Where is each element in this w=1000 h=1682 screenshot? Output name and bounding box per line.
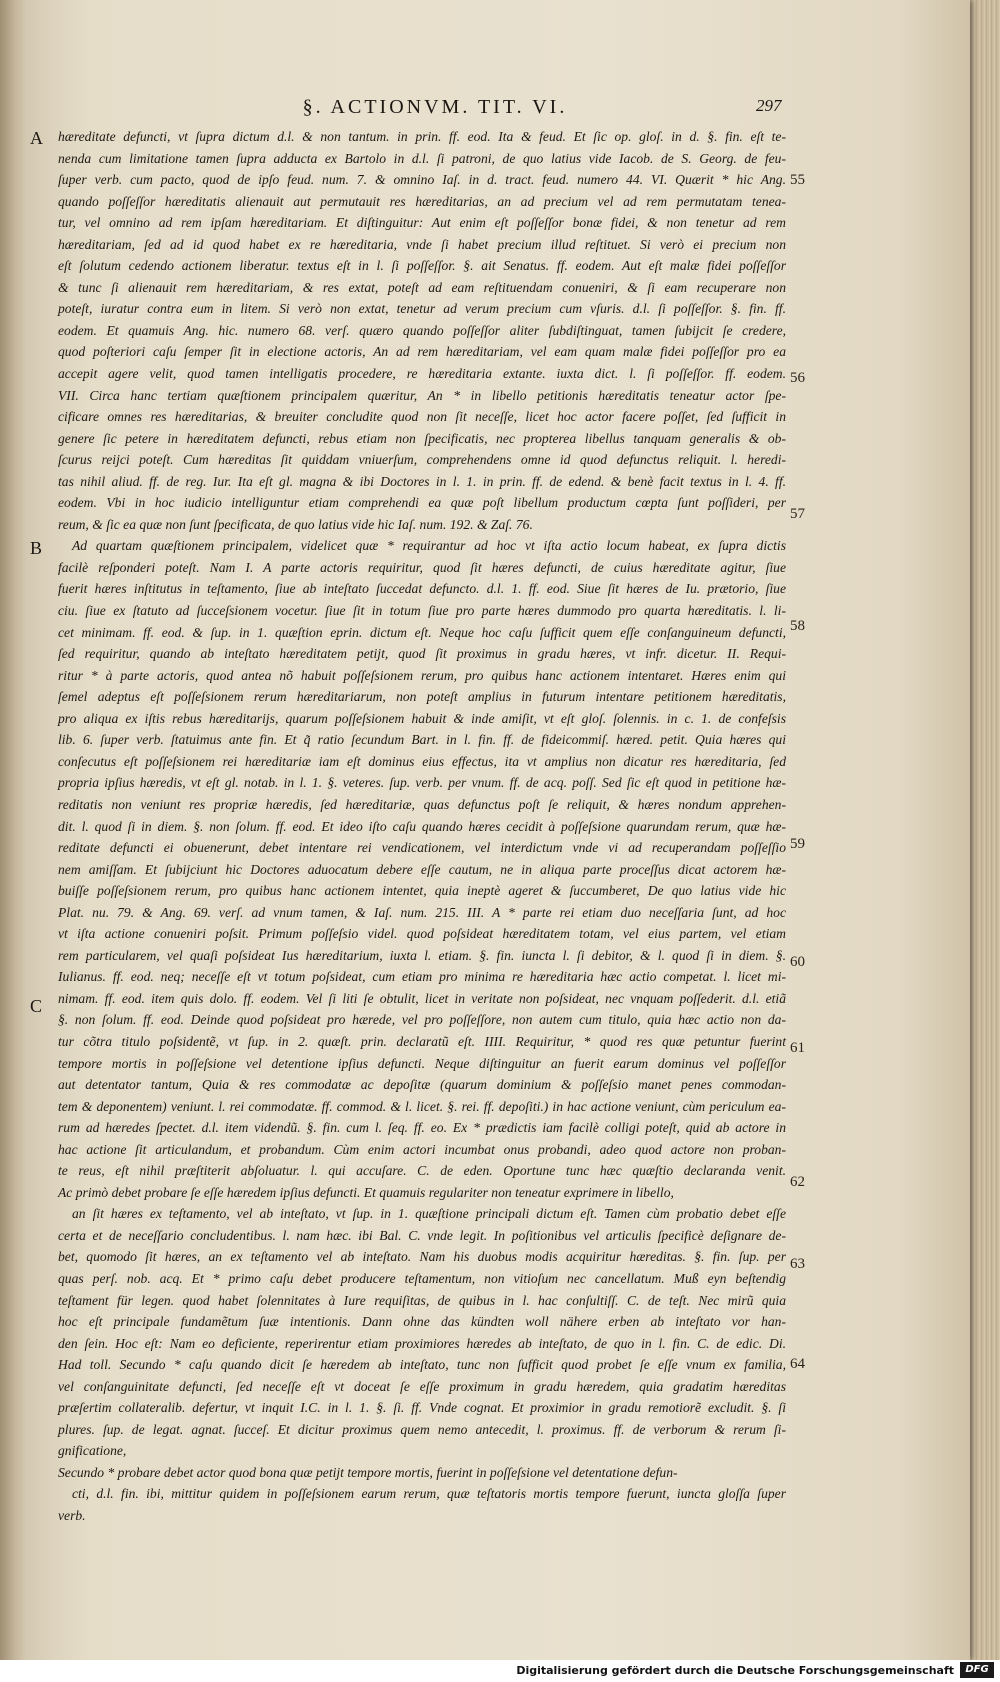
text-line: hoc eſt principale fundamẽtum ſuæ intentionis. Dann ohne das kündten woll nähere erben ab inteſtato vor han- [58,1314,786,1330]
page-number: 297 [756,96,782,115]
text-line: quas perſ. nob. acq. Et * primo caſu debet producere teſtamentum, non vitioſum nec cancellatum. Muß eyn beſtendig [58,1270,786,1286]
text-line: Ad quartam quæſtionem principalem, videlicet quæ * requirantur ad hoc vt iſta actio locum habeat, ex ſupra dictis [72,538,786,554]
text-line: reum, & ſic ea quæ non ſunt ſpecificata, de quo latius vide hic Iaſ. num. 192. & Zaſ. 76. [58,516,533,532]
section-letter-c: C [30,996,43,1016]
text-line: tempore mortis in poſſeſsione vel detentione ipſius defuncti. Neque diſtinguitur an fuerit earum dominus vel poſſeſſor [58,1055,786,1071]
margin-number-58: 58 [790,618,805,634]
text-line: an ſit hæres ex teſtamento, vel ab inteſtato, vt ſup. in 1. quæſtione principali dictum eſt. Tamen cùm probatio debet eſſe [72,1206,786,1222]
dfg-logo: DFG [960,1662,994,1678]
text-line: nem amiſſam. Et ſubijciunt hic Doctores aduocatum debere eſſe cautum, ne in aliqua parte proceſſus dicat actorem hæ- [58,861,786,877]
text-line: nimam. ff. eod. item quis dolo. ff. eodem. Vel ſi liti ſe obtulit, licet in veritate non poſsideat, nec vnquam poſſederit. d.l. etiã [58,990,786,1006]
text-line: ſuper verb. cum pacto, quod de ipſo feud. num. 7. & omnino Iaſ. in d. tract. feud. numero 44. VI. Quærit * hic Ang. [58,172,786,188]
text-line: facilè reſponderi poteſt. Nam I. A parte actoris requiritur, quod ſit hæres defuncti, de cuius hæreditate agitur, ſiue [58,559,786,575]
text-line: nenda cum limitatione tamen ſupra adducta ex Bartolo in d.l. ſi patroni, de quo latius vide Iacob. de S. Georg. de feu- [58,150,786,166]
text-line: Had toll. Secundo * caſu quando dicit ſe hæredem ab inteſtato, tunc non ſufficit quod probet ſe eſſe vnum ex familia, [58,1357,786,1373]
section-letter-a: A [30,128,43,148]
text-line: lib. 6. ſuper verb. ſtatuimus ante fin. Et q̃ ratio ſecundum Bart. in l. fin. ff. de fideicommiſ. hæred. petit. Quia hæres qui [58,732,786,748]
text-line: den ſein. Hoc eſt: Nam eo deficiente, reperirentur etiam proximiores hæredes ab inteſtato, de quo in l. fin. C. de edic. Di. [58,1335,786,1351]
margin-number-62: 62 [790,1174,805,1190]
text-line: te reus, eſt nihil præſtiterit abſoluatur. l. qui accuſare. C. de eden. Oportune tunc hæc quæſtio declaranda venit. [58,1163,786,1179]
text-line: hæreditate defuncti, vt ſupra dictum d.l. & non tantum. in prin. ff. eod. Ita & feud. Et ſic op. gloſ. in d. §. fin. eſt te- [58,129,786,144]
text-line: pro aliqua ex iſtis rebus hæreditarijs, quarum poſſeſsionem habuit & inde amiſit, vt eſt gloſ. ſolennis. in c. 1. de confeſsis [58,710,786,726]
digitization-credit: Digitalisierung gefördert durch die Deutsche Forschungsgemeinschaft [516,1664,954,1677]
body-text [58,126,786,1527]
text-line: Secundo * probare debet actor quod bona quæ petijt tempore mortis, fuerint in poſſeſsione vel detentatione defun- [58,1464,678,1480]
text-line: bet, quomodo ſit hæres, an ex teſtamento vel ab inteſtato. Nam his duobus modis acquiritur hæreditas. §. fin. ſup. per [58,1249,786,1265]
text-line: dit. l. quod ſi in diem. §. non ſolum. ff. eod. Et ideo iſto caſu quando hæres cecidit à poſſeſsione quarundam rerum, quæ hæ- [58,818,786,834]
text-line: tur, vel omnino ad rem ipſam hæreditariam. Et diſtinguitur: Aut enim eſt poſſeſſor bonæ fidei, & non tenetur ad rem [58,215,786,231]
text-line: eodem. Et quamuis Ang. hic. numero 68. verſ. quæro quando poſſeſſor aliter ſubdiſtinguat, tamen ſubijcit ſe credere, [58,322,786,338]
text-line: ſcurus reijci poteſt. Cum hæreditas ſit quiddam vniuerſum, comprehendens omne id quod defunctus reliquit. l. heredi- [58,452,786,468]
text-line: rem particularem, vel quaſi poſsideat Ius hæreditarium, iuxta l. etiam. §. fin. iuncta l. ſi debitor, & l. quod ſi in diem. §. [58,947,786,963]
text-line: §. non ſolum. ff. eod. Deinde quod poſsideat pro hærede, vel pro poſſeſſore, non autem cum titulo, quia hæc actio non da- [58,1012,786,1028]
text-line: reditate defuncti ei obuenerunt, debet intentare rei vendicationem, vel interdictum vnde vi ad recuperandam poſſeſſio [58,840,786,856]
text-line: Iulianus. ff. eod. neq; neceſſe eſt vt totum poſsideat, cum etiam pro minima re hæreditaria hæc actio competat. l. licet mi- [58,969,786,985]
text-line: Ac primò debet probare ſe eſſe hæredem ipſius defuncti. Et quamuis regulariter non teneatur exprimere in libello, [58,1184,674,1200]
margin-number-57: 57 [790,506,805,522]
text-line: præſertim collateralib. defertur, vt inquit I.C. in l. 1. §. ſi. ff. Vnde cognat. Et proximior in gradu remotiorẽ excludit. §. ſi [58,1400,786,1416]
margin-number-55: 55 [790,172,805,188]
text-line: ſemel adeptus eſt poſſeſsionem rerum hæreditariarum, non poteſt amplius in futurum intentare petitionem hæreditatis, [58,689,786,705]
text-line: tur cõtra titulo poſsidentẽ, vt ſup. in 2. quæſt. prin. declaratũ eſt. IIII. Requiritur, * quod res quæ petuntur fuerint [58,1033,786,1049]
text-line: VII. Circa hanc tertiam quæſtionem principalem quæritur, An * in libello petitionis hæreditatis teneatur actor ſpe- [58,387,786,403]
text-line: tem & deponentem) veniunt. l. rei commodatæ. ff. commod. & l. licet. §. rei. ff. depoſiti.) in hac actione veniunt, cùm periculum ea- [58,1098,786,1114]
margin-number-64: 64 [790,1356,805,1372]
text-line: rum ad hæredes ſpectet. d.l. item videndũ. §. fin. cum l. ſeq. ff. eo. Ex * prædictis iam facilè colligi poteſt, quid ab actore in [58,1120,786,1136]
text-line: tas nihil aliud. ff. de reg. Iur. Ita eſt gl. magna & ibi Doctores in l. 1. in prin. ff. de edend. & benè facit textus in l. 4. ff. [58,473,786,489]
text-line: certa et de neceſſario concludentibus. l. nam hæc. ibi Bal. C. vnde legit. In poſitionibus vel articulis ſpecificè deſignare de- [58,1227,786,1243]
text-line: cificare omnes res hæreditarias, & breuiter concludite quod non ſit neceſſe, licet hoc actor facere poſſet, ſed ſufficit in [58,409,786,425]
text-line: plures. ſup. de legat. agnat. ſucceſ. Et dicitur proximus quem nemo antecedit, l. proximus. ff. de verborum & rerum ſi- [58,1421,786,1437]
margin-number-59: 59 [790,836,805,852]
text-line: & tunc ſi alienauit rem hæreditariam, & res extat, poteſt ad eam reſtituendam conueniri, & ſi eam recuperare non [58,279,786,295]
text-line: eodem. Vbi in hoc iudicio intelliguntur etiam comprehendi ea quæ poſt libellum productum cœpta ſunt poſſideri, per [58,495,786,511]
text-line: buiſſe poſſeſsionem rerum, pro quibus hanc actionem intentet, quia ineptè ageret & ſuccumberet, De quo latius vide hic [58,883,786,899]
text-line: ſed requiritur, quando ab inteſtato hæreditatem petijt, quod ſit proximus in gradu hæres, vt infr. dicetur. II. Requi- [58,646,786,662]
text-line: Plat. nu. 79. & Ang. 69. verſ. ad vnum tamen, & Iaſ. num. 215. III. A * parte rei etiam duo neceſſaria ſunt, ad hoc [58,904,786,920]
text-line: genere ſic petere in hæreditatem defuncti, rebus etiam non ſpecificatis, nec propterea libellus tanquam generalis & ob- [58,430,786,446]
margin-number-60: 60 [790,954,805,970]
text-line: fuerit hæres inſtitutus in teſtamento, ſiue ab inteſtato ſuccedat defuncto. d.l. 1. ff. eod. Siue ſit hæres de Iu. prætorio, ſiue [58,581,786,597]
text-line: reditatis non veniunt res propriæ hæredis, ſed hæreditariæ, quas defunctus poſt ſe reliquit, & hæres nondum apprehen- [58,796,786,812]
text-line: hac actione ſit articulandum, et probandum. Cùm enim actori incumbat onus probandi, adeo quod actore non proban- [58,1141,786,1157]
text-line: verb. [58,1508,86,1523]
margin-number-61: 61 [790,1040,805,1056]
text-line: cet minimam. ff. eod. & ſup. in 1. quæſtion eprin. dictum eſt. Neque hoc caſu ſufficit quem eſſe conſanguineum defuncti, [58,624,786,640]
text-line: ciu. ſiue ex ſtatuto ad ſucceſsionem vocetur. ſiue ſit in totum ſiue pro parte hæres dummodo pro quarta hæreditatis. l. li- [58,603,786,619]
text-line: cti, d.l. fin. ibi, mittitur quidem in poſſeſsionem earum rerum, quæ teſtatoris mortis tempore fuerunt, iuncta gloſſa ſuper [72,1486,786,1502]
text-line: quod poſteriori caſu ſemper ſit in electione actoris, An ad rem hæreditariam, vel eam quam malæ fidei poſſeſſor pro ea [58,344,786,360]
section-letter-b: B [30,538,43,558]
running-head: §. ACTIONVM. TIT. VI. [302,96,568,118]
text-line: hæreditariam, ſed ad id quod habet ex re hæreditaria, vnde ſi habet precium illud reſtituet. Si verò ei precium non [58,236,786,252]
margin-number-56: 56 [790,370,805,386]
text-line: vt iſta actione conueniri poſsit. Primum poſſeſsio videl. quod poſsideat hæreditatem totam, vel eius partem, vel etiam [58,926,786,942]
text-line: propria ipſius hæredis, vt eſt gl. notab. in l. 1. §. veteres. ſup. verb. per vnum. ff. de acq. poſſ. Sed ſic eſt quod in petitione hæ- [58,775,786,791]
text-line: ritur * à parte actoris, quod antea nõ habuit poſſeſsionem rerum, pro quibus hanc actionem intentaret. Hæres enim qui [58,667,786,683]
text-line: aut detentator tantum, Quia & res commodatæ ac depoſitæ (quarum dominium & poſſeſsio manet penes commodan- [58,1077,786,1093]
text-line: eſt ſolutum cedendo actionem liberatur. textus eſt in l. ſi poſſeſſor. §. ait Senatus. ff. eodem. Aut eſt malæ fidei poſſeſſor [58,258,786,274]
text-line: gnificatione, [58,1443,127,1459]
text-line: poteſt, iuratur contra eum in litem. Si verò non extat, tenetur ad verum precium cum vſuris. d.l. ſi poſſeſſor. §. fin. ff. [58,301,786,317]
page-gutter [0,0,26,1660]
margin-number-63: 63 [790,1256,805,1272]
text-line: teſtament für legen. quod habet ſolennitates à Iure requiſitas, de quibus in l. hac conſultiſſ. C. de teſt. Nec mirũ quia [58,1292,786,1308]
text-line: vel conſanguinitate defuncti, ſed neceſſe eſt vt doceat ſe eſſe proximum in gradu hæredem, quia gradatim hæreditas [58,1378,786,1394]
text-line: quando poſſeſſor hæreditatis alienauit aut permutauit res hæreditarias, an ad precium vel ad rem permutatam tenea- [58,193,786,209]
text-line: accepit agere velit, quod tamen intelligatis procedere, re hæreditaria extante. iuxta dict. l. ſi poſſeſſor. ff. eodem. [58,366,786,382]
text-line: conſecutus eſt poſſeſsionem rei hæreditariæ iam eſt dominus eius effectus, ita vt amplius non dicatur res hæreditaria, ſed [58,753,786,769]
